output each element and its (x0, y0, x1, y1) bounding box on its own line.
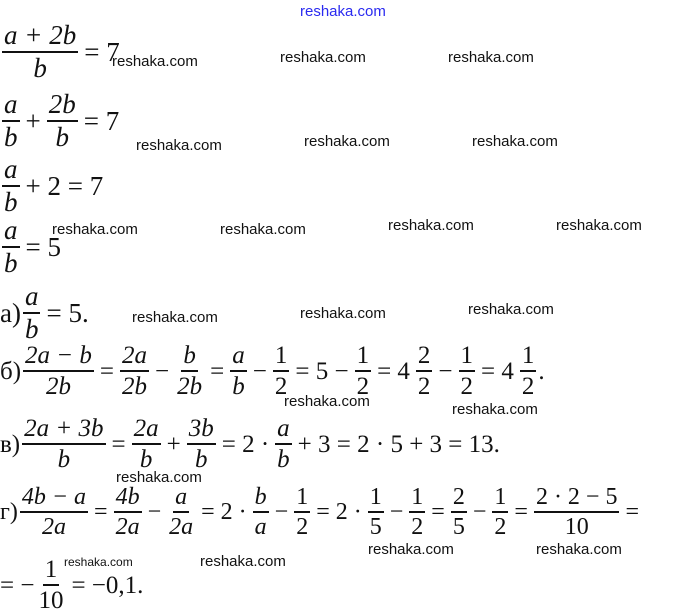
fraction (36, 557, 65, 613)
fraction (275, 416, 292, 472)
denominator: b (4, 122, 18, 152)
operator: − (438, 357, 453, 385)
operator: = (431, 499, 445, 525)
denominator: 2 (460, 373, 474, 400)
equation-line-3 (0, 156, 107, 216)
answer-g (0, 485, 643, 539)
denominator: b (57, 446, 71, 473)
watermark: reshaka.com (556, 217, 642, 234)
operator: − (274, 499, 289, 525)
denominator: 2 (411, 514, 424, 540)
fraction (114, 485, 142, 539)
operator: − (155, 357, 170, 385)
denominator: 2 (521, 373, 535, 400)
fraction (294, 485, 310, 539)
numerator: 1 (273, 343, 290, 372)
fraction (492, 485, 508, 539)
equation-line-2 (0, 91, 123, 151)
fraction (273, 343, 290, 399)
numerator: 1 (409, 485, 425, 513)
prefix: = − (0, 571, 35, 599)
numerator: 3b (187, 416, 216, 445)
operator: = (514, 499, 528, 525)
numerator: 2a + 3b (22, 416, 105, 445)
watermark: reshaka.com (468, 301, 554, 318)
watermark: reshaka.com (304, 133, 390, 150)
rhs: = 7 (83, 105, 120, 136)
operator: = 2 · (201, 499, 247, 525)
numerator: a (2, 91, 20, 122)
fraction (2, 91, 20, 151)
numerator: 2 (451, 485, 467, 513)
operator: + (25, 105, 41, 136)
numerator: 2a − b (23, 343, 94, 372)
numerator: 2a (120, 343, 149, 372)
fraction (451, 485, 467, 539)
watermark-top[interactable]: reshaka.com (300, 3, 386, 20)
denominator: 5 (452, 514, 465, 540)
denominator: b (277, 446, 290, 473)
watermark: reshaka.com (448, 49, 534, 66)
denominator: b (4, 187, 18, 217)
fraction (459, 343, 476, 399)
numerator: b (181, 343, 198, 372)
rhs: = 5. (46, 297, 89, 328)
fraction (416, 343, 433, 399)
rhs: = 7 (84, 36, 120, 67)
fraction (2, 217, 20, 277)
fraction (132, 416, 161, 472)
watermark: reshaka.com (200, 553, 286, 570)
fraction (175, 343, 204, 399)
watermark: reshaka.com (132, 309, 218, 326)
denominator: 2 (296, 514, 309, 540)
rhs: + 3 = 2 · 5 + 3 = 13. (297, 430, 500, 458)
fraction (253, 485, 269, 539)
fraction (368, 485, 384, 539)
numerator: 1 (459, 343, 476, 372)
period: . (538, 357, 545, 385)
numerator: a (2, 156, 20, 187)
item-label: в) (0, 430, 21, 458)
answer-b (0, 343, 545, 399)
numerator: a (275, 416, 292, 445)
numerator: 2 (416, 343, 433, 372)
watermark: reshaka.com (280, 49, 366, 66)
numerator: 1 (355, 343, 372, 372)
numerator: a (230, 343, 247, 372)
watermark: reshaka.com (220, 221, 306, 238)
denominator: 2 (494, 514, 507, 540)
operator: = (94, 499, 108, 525)
operator: − (472, 499, 487, 525)
watermark: reshaka.com (536, 541, 622, 558)
watermark: reshaka.com (52, 221, 138, 238)
denominator: b (232, 373, 245, 400)
rhs: = 5 (25, 231, 61, 262)
operator: = (111, 430, 126, 458)
denominator: 2b (177, 373, 203, 400)
denominator: b (33, 53, 47, 83)
watermark: reshaka.com (116, 469, 202, 486)
operator: − (252, 357, 267, 385)
numerator: 2 · 2 − 5 (534, 485, 620, 513)
watermark: reshaka.com (284, 393, 370, 410)
numerator: a (23, 283, 41, 314)
fraction (187, 416, 216, 472)
denominator: 2 (417, 373, 431, 400)
operator: − (147, 499, 162, 525)
operator: = (210, 357, 225, 385)
denominator: 2 (274, 373, 288, 400)
denominator: a (254, 514, 267, 540)
item-label: г) (0, 499, 18, 525)
numerator: a (2, 217, 20, 248)
numerator: 1 (43, 557, 60, 586)
denominator: b (194, 446, 208, 473)
rhs: = −0,1. (71, 571, 144, 599)
watermark: reshaka.com (368, 541, 454, 558)
numerator: 4b (114, 485, 142, 513)
denominator: b (55, 122, 69, 152)
fraction (2, 156, 20, 216)
denominator: 2a (169, 514, 194, 540)
rhs: + 2 = 7 (25, 170, 104, 201)
numerator: 4b − a (20, 485, 88, 513)
fraction (409, 485, 425, 539)
numerator: a (173, 485, 189, 513)
denominator: b (24, 314, 39, 344)
fraction (167, 485, 195, 539)
numerator: 2a (132, 416, 161, 445)
watermark: reshaka.com (112, 53, 198, 70)
denominator: 10 (564, 514, 589, 540)
fraction (534, 485, 620, 539)
fraction (47, 91, 78, 151)
denominator: 2b (45, 373, 71, 400)
operator: = (625, 499, 640, 525)
denominator: 2a (41, 514, 66, 540)
operator: = 4 (377, 357, 410, 385)
numerator: 1 (294, 485, 310, 513)
fraction (23, 283, 41, 343)
denominator: b (139, 446, 153, 473)
denominator: 2b (122, 373, 148, 400)
numerator: a + 2b (2, 22, 78, 53)
fraction (20, 485, 88, 539)
watermark: reshaka.com (452, 401, 538, 418)
operator: = 5 − (295, 357, 349, 385)
operator: = 2 · (316, 499, 362, 525)
operator: = 4 (481, 357, 514, 385)
denominator: 5 (369, 514, 382, 540)
fraction (520, 343, 537, 399)
fraction (2, 22, 78, 82)
operator: − (389, 499, 404, 525)
watermark: reshaka.com (136, 137, 222, 154)
item-label: б) (0, 357, 22, 385)
numerator: 1 (520, 343, 537, 372)
operator: + (166, 430, 181, 458)
watermark: reshaka.com (64, 555, 133, 569)
watermark: reshaka.com (472, 133, 558, 150)
operator: = (99, 357, 115, 385)
answer-a (0, 283, 93, 343)
denominator: 2 (356, 373, 370, 400)
fraction (230, 343, 247, 399)
numerator: 1 (492, 485, 508, 513)
denominator: b (4, 248, 18, 278)
numerator: 2b (47, 91, 78, 122)
fraction (22, 416, 105, 472)
operator: = 2 · (221, 430, 270, 458)
answer-v (0, 416, 504, 472)
numerator: 1 (368, 485, 384, 513)
watermark: reshaka.com (388, 217, 474, 234)
fraction (120, 343, 149, 399)
equation-line-1 (0, 22, 124, 82)
item-label: а) (0, 297, 21, 328)
fraction (23, 343, 94, 399)
numerator: b (253, 485, 269, 513)
denominator: 2a (115, 514, 140, 540)
watermark: reshaka.com (300, 305, 386, 322)
fraction (355, 343, 372, 399)
denominator: 10 (38, 587, 64, 614)
